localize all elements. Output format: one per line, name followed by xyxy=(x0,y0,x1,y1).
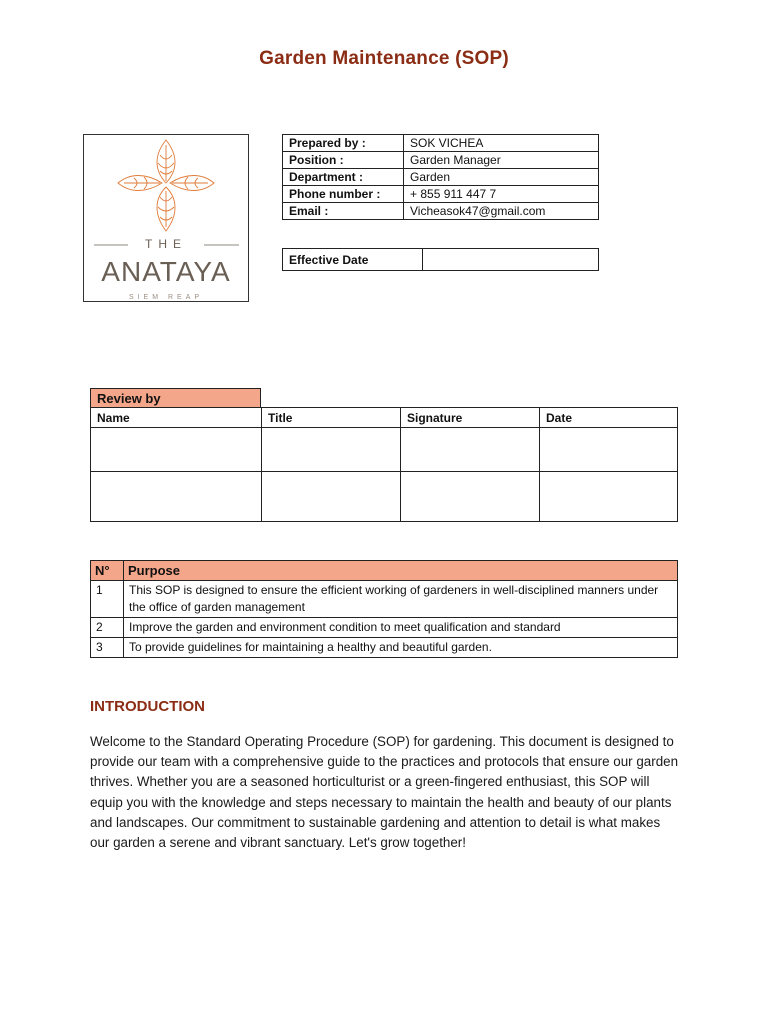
info-row-email xyxy=(283,203,599,220)
purpose-no: 2 xyxy=(91,618,124,638)
table-row xyxy=(91,638,678,658)
effective-date-label: Effective Date xyxy=(283,249,423,271)
review-cell xyxy=(262,428,401,472)
purpose-text: To provide guidelines for maintaining a healthy and beautiful garden. xyxy=(124,638,678,658)
logo-name-text: ANATAYA xyxy=(101,256,231,287)
info-value: + 855 911 447 7 xyxy=(404,186,599,203)
info-label: Email : xyxy=(283,203,404,220)
info-row-prepared-by xyxy=(283,135,599,152)
review-cell xyxy=(262,472,401,522)
logo-location-text: SIEM REAP xyxy=(128,294,204,301)
info-row-position xyxy=(283,152,599,169)
review-table xyxy=(90,407,678,522)
table-row xyxy=(91,581,678,618)
info-row-phone xyxy=(283,186,599,203)
info-value: Garden xyxy=(404,169,599,186)
review-col-date: Date xyxy=(540,408,678,428)
purpose-col-no: N° xyxy=(91,561,124,581)
review-heading: Review by xyxy=(90,388,261,407)
review-cell xyxy=(401,472,540,522)
page-title: Garden Maintenance (SOP) xyxy=(259,48,509,69)
review-col-signature: Signature xyxy=(401,408,540,428)
purpose-text: Improve the garden and environment condition to meet qualification and standard xyxy=(124,618,678,638)
table-row xyxy=(91,428,678,472)
company-logo xyxy=(83,134,249,302)
info-label: Prepared by : xyxy=(283,135,404,152)
info-row-department xyxy=(283,169,599,186)
purpose-text: This SOP is designed to ensure the efficient working of gardeners in well-disciplined manners under the office of garden management xyxy=(124,581,678,618)
info-label: Phone number : xyxy=(283,186,404,203)
review-cell xyxy=(401,428,540,472)
purpose-table xyxy=(90,560,678,658)
info-value: Garden Manager xyxy=(404,152,599,169)
purpose-col-purpose: Purpose xyxy=(124,561,678,581)
effective-date-table xyxy=(282,248,599,271)
info-label: Position : xyxy=(283,152,404,169)
review-cell xyxy=(540,428,678,472)
table-row xyxy=(91,618,678,638)
info-value: Vicheasok47@gmail.com xyxy=(404,203,599,220)
review-col-name: Name xyxy=(91,408,262,428)
logo-the-text: THE xyxy=(145,237,187,251)
effective-date-value xyxy=(423,249,599,271)
table-row xyxy=(91,472,678,522)
purpose-no: 3 xyxy=(91,638,124,658)
introduction-body: Welcome to the Standard Operating Procedure (SOP) for gardening. This document is designed to provide our team with a comprehensive guide to the practices and protocols that ensure our garden thrives. Whether you are a seasoned horticulturist or a green-fingered enthusiast, this SOP will equip you with the knowledge and steps necessary to maintain the health and beauty of our plants and landscapes. Our commitment to sustainable gardening and attention to detail is what makes our garden a serene and vibrant sanctuary. Let's grow together! xyxy=(90,734,679,851)
review-cell xyxy=(540,472,678,522)
review-col-title: Title xyxy=(262,408,401,428)
info-label: Department : xyxy=(283,169,404,186)
purpose-no: 1 xyxy=(91,581,124,618)
introduction-heading: INTRODUCTION xyxy=(90,698,205,715)
review-cell xyxy=(91,428,262,472)
review-cell xyxy=(91,472,262,522)
info-value: SOK VICHEA xyxy=(404,135,599,152)
document-info-table xyxy=(282,134,599,220)
